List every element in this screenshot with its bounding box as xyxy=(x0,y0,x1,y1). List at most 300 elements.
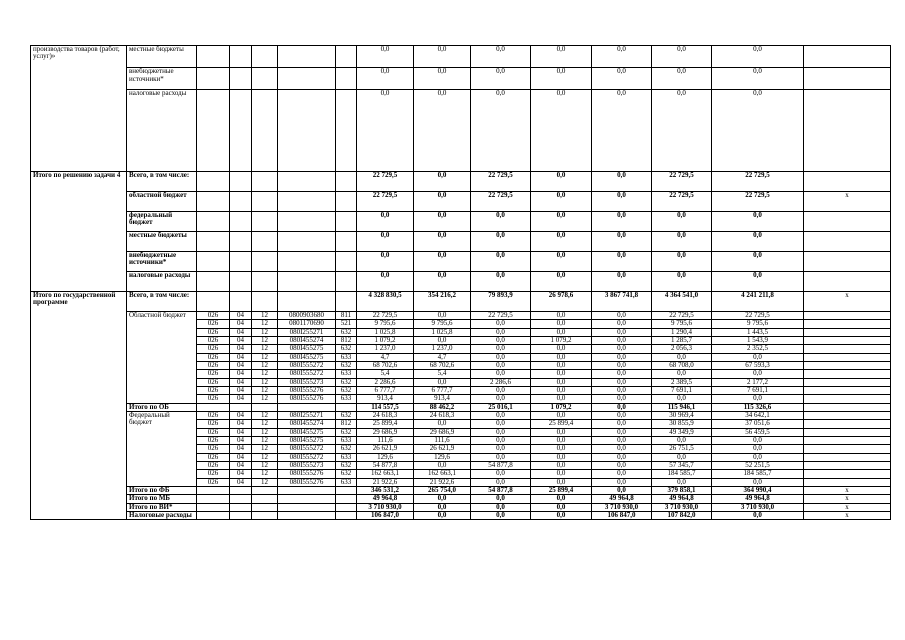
budget-code-cell xyxy=(230,495,252,503)
amount-cell: 79 893,9 xyxy=(471,291,531,311)
budget-code-cell xyxy=(252,291,278,311)
budget-code-cell xyxy=(197,291,230,311)
amount-cell: 4 241 211,8 xyxy=(712,291,804,311)
amount-cell: 0,0 xyxy=(712,251,804,271)
amount-cell: 0,0 xyxy=(531,311,592,319)
amount-cell: 0,0 xyxy=(471,345,531,353)
budget-code-cell: 080I455275 xyxy=(278,428,336,436)
amount-cell: 0,0 xyxy=(592,89,652,171)
amount-cell: 29 686,9 xyxy=(357,428,414,436)
x-cell xyxy=(804,411,891,419)
budget-code-cell: 080I555272 xyxy=(278,445,336,453)
amount-cell: 0,0 xyxy=(592,378,652,386)
amount-cell: 26 751,5 xyxy=(652,445,712,453)
budget-code-cell xyxy=(336,487,357,495)
x-cell xyxy=(804,470,891,478)
x-cell xyxy=(804,345,891,353)
amount-cell: 0,0 xyxy=(712,271,804,291)
amount-cell: 0,0 xyxy=(357,251,414,271)
budget-code-cell xyxy=(278,495,336,503)
amount-cell: 129,6 xyxy=(357,453,414,461)
amount-cell: 21 922,6 xyxy=(357,478,414,486)
budget-code-cell xyxy=(336,403,357,411)
amount-cell: 0,0 xyxy=(471,411,531,419)
budget-code-cell xyxy=(252,89,278,171)
budget-code-cell xyxy=(197,271,230,291)
budget-code-cell xyxy=(230,403,252,411)
amount-cell: 364 990,4 xyxy=(712,487,804,495)
program-finance-table xyxy=(30,45,891,520)
funding-source-cell: Областной бюджет xyxy=(127,311,197,403)
budget-code-cell: 12 xyxy=(252,353,278,361)
budget-code-cell: 080I555276 xyxy=(278,470,336,478)
amount-cell: 3 710 930,0 xyxy=(712,503,804,511)
x-cell xyxy=(804,437,891,445)
amount-cell: 25 899,4 xyxy=(531,487,592,495)
budget-code-cell: 12 xyxy=(252,462,278,470)
budget-code-cell: 04 xyxy=(230,378,252,386)
amount-cell: 0,0 xyxy=(712,437,804,445)
x-cell xyxy=(804,328,891,336)
budget-code-cell xyxy=(197,89,230,171)
amount-cell: 0,0 xyxy=(712,370,804,378)
amount-cell: 1 443,5 xyxy=(712,328,804,336)
amount-cell: 0,0 xyxy=(471,512,531,520)
budget-code-cell xyxy=(252,211,278,231)
x-cell xyxy=(804,336,891,344)
amount-cell: 0,0 xyxy=(592,420,652,428)
x-cell xyxy=(804,311,891,319)
amount-cell: 37 051,6 xyxy=(712,420,804,428)
amount-cell: 0,0 xyxy=(652,370,712,378)
amount-cell: 1 079,2 xyxy=(531,403,592,411)
amount-cell: 52 251,5 xyxy=(712,462,804,470)
budget-code-cell: 12 xyxy=(252,311,278,319)
budget-code-cell: 04 xyxy=(230,345,252,353)
budget-code-cell: 026 xyxy=(197,437,230,445)
amount-cell: 24 618,3 xyxy=(357,411,414,419)
budget-code-cell xyxy=(230,291,252,311)
budget-code-cell: 12 xyxy=(252,453,278,461)
amount-cell: 2 177,2 xyxy=(712,378,804,386)
budget-code-cell: 0801170690 xyxy=(278,320,336,328)
amount-cell: 34 642,1 xyxy=(712,411,804,419)
budget-code-cell: 632 xyxy=(336,428,357,436)
budget-code-cell: 080I455274 xyxy=(278,336,336,344)
budget-code-cell: 080I555276 xyxy=(278,395,336,403)
amount-cell: 0,0 xyxy=(414,171,471,191)
amount-cell: 0,0 xyxy=(531,512,592,520)
amount-cell: 0,0 xyxy=(592,336,652,344)
budget-code-cell xyxy=(336,251,357,271)
x-cell xyxy=(804,462,891,470)
budget-code-cell xyxy=(252,503,278,511)
budget-code-cell: 080I255271 xyxy=(278,328,336,336)
amount-cell: 26 621,9 xyxy=(357,445,414,453)
amount-cell: 0,0 xyxy=(471,89,531,171)
funding-source-cell: внебюджетные источники* xyxy=(127,68,197,89)
amount-cell: 0,0 xyxy=(652,231,712,251)
amount-cell: 0,0 xyxy=(531,453,592,461)
amount-cell: 25 016,1 xyxy=(471,403,531,411)
amount-cell: 54 877,8 xyxy=(471,487,531,495)
amount-cell: 913,4 xyxy=(414,395,471,403)
amount-cell: 0,0 xyxy=(414,462,471,470)
amount-cell: 1 025,8 xyxy=(357,328,414,336)
amount-cell: 0,0 xyxy=(592,487,652,495)
budget-code-cell xyxy=(278,211,336,231)
x-cell: x xyxy=(804,191,891,211)
budget-code-cell xyxy=(336,503,357,511)
budget-code-cell: 026 xyxy=(197,420,230,428)
budget-code-cell: 080I555272 xyxy=(278,453,336,461)
amount-cell: 0,0 xyxy=(471,211,531,231)
amount-cell: 0,0 xyxy=(471,68,531,89)
amount-cell: 0,0 xyxy=(471,386,531,394)
budget-code-cell: 812 xyxy=(336,420,357,428)
budget-code-cell: 12 xyxy=(252,345,278,353)
amount-cell: 22 729,5 xyxy=(652,171,712,191)
budget-code-cell: 12 xyxy=(252,470,278,478)
amount-cell: 0,0 xyxy=(531,411,592,419)
budget-code-cell xyxy=(197,487,230,495)
amount-cell: 4,7 xyxy=(357,353,414,361)
amount-cell: 111,6 xyxy=(414,437,471,445)
amount-cell: 4 364 541,0 xyxy=(652,291,712,311)
amount-cell: 0,0 xyxy=(414,89,471,171)
budget-code-cell: 026 xyxy=(197,453,230,461)
table-row xyxy=(31,231,891,251)
table-row xyxy=(31,191,891,211)
budget-code-cell: 12 xyxy=(252,370,278,378)
amount-cell: 21 922,6 xyxy=(414,478,471,486)
amount-cell: 129,6 xyxy=(414,453,471,461)
amount-cell: 0,0 xyxy=(712,46,804,68)
amount-cell: 0,0 xyxy=(592,231,652,251)
amount-cell: 22 729,5 xyxy=(652,191,712,211)
budget-code-cell: 04 xyxy=(230,420,252,428)
amount-cell: 0,0 xyxy=(531,251,592,271)
x-cell xyxy=(804,395,891,403)
amount-cell: 0,0 xyxy=(712,512,804,520)
amount-cell: 346 531,2 xyxy=(357,487,414,495)
amount-cell: 1 079,2 xyxy=(531,336,592,344)
amount-cell: 1 285,7 xyxy=(652,336,712,344)
amount-cell: 67 593,3 xyxy=(712,361,804,369)
x-cell: x xyxy=(804,503,891,511)
budget-code-cell xyxy=(230,46,252,68)
amount-cell: 54 877,8 xyxy=(471,462,531,470)
budget-code-cell: 080I555276 xyxy=(278,478,336,486)
budget-code-cell: 026 xyxy=(197,395,230,403)
x-cell xyxy=(804,271,891,291)
budget-code-cell: 080I455275 xyxy=(278,345,336,353)
budget-code-cell: 12 xyxy=(252,361,278,369)
amount-cell: 0,0 xyxy=(531,89,592,171)
amount-cell: 0,0 xyxy=(531,271,592,291)
budget-code-cell: 04 xyxy=(230,428,252,436)
budget-code-cell xyxy=(252,68,278,89)
amount-cell: 0,0 xyxy=(592,345,652,353)
budget-code-cell: 026 xyxy=(197,445,230,453)
amount-cell: 25 899,4 xyxy=(531,420,592,428)
amount-cell: 88 462,2 xyxy=(414,403,471,411)
budget-code-cell xyxy=(230,68,252,89)
x-cell: x xyxy=(804,291,891,311)
budget-code-cell: 12 xyxy=(252,478,278,486)
amount-cell: 0,0 xyxy=(414,271,471,291)
amount-cell: 3 710 930,0 xyxy=(652,503,712,511)
budget-code-cell: 04 xyxy=(230,437,252,445)
funding-source-cell: областной бюджет xyxy=(127,191,197,211)
amount-cell: 0,0 xyxy=(592,395,652,403)
budget-code-cell: 632 xyxy=(336,345,357,353)
amount-cell: 2 286,6 xyxy=(471,378,531,386)
budget-code-cell: 632 xyxy=(336,462,357,470)
amount-cell: 913,4 xyxy=(357,395,414,403)
amount-cell: 0,0 xyxy=(652,437,712,445)
budget-code-cell xyxy=(336,171,357,191)
amount-cell: 379 858,1 xyxy=(652,487,712,495)
table-row xyxy=(31,503,891,511)
amount-cell: 57 345,7 xyxy=(652,462,712,470)
amount-cell: 0,0 xyxy=(712,445,804,453)
budget-code-cell: 633 xyxy=(336,453,357,461)
table-row xyxy=(31,68,891,89)
budget-code-cell xyxy=(197,495,230,503)
budget-code-cell xyxy=(278,403,336,411)
budget-code-cell: 04 xyxy=(230,361,252,369)
amount-cell: 0,0 xyxy=(531,378,592,386)
budget-code-cell: 12 xyxy=(252,395,278,403)
table-row xyxy=(31,211,891,231)
budget-code-cell xyxy=(278,512,336,520)
budget-code-cell: 521 xyxy=(336,320,357,328)
budget-code-cell xyxy=(230,503,252,511)
budget-code-cell xyxy=(197,46,230,68)
funding-source-cell: налоговые расходы xyxy=(127,271,197,291)
program-name-cell: Итого по государственной программе xyxy=(31,291,127,520)
table-row xyxy=(31,311,891,319)
budget-code-cell: 12 xyxy=(252,420,278,428)
amount-cell: 1 543,9 xyxy=(712,336,804,344)
amount-cell: 49 964,8 xyxy=(357,495,414,503)
budget-code-cell: 632 xyxy=(336,378,357,386)
amount-cell: 22 729,5 xyxy=(357,311,414,319)
budget-code-cell: 04 xyxy=(230,386,252,394)
budget-code-cell: 080I255271 xyxy=(278,411,336,419)
budget-code-cell xyxy=(278,46,336,68)
budget-code-cell: 026 xyxy=(197,470,230,478)
budget-code-cell xyxy=(197,171,230,191)
funding-source-cell: Всего, в том числе: xyxy=(127,291,197,311)
budget-code-cell xyxy=(278,251,336,271)
amount-cell: 0,0 xyxy=(592,171,652,191)
budget-code-cell: 080I555272 xyxy=(278,370,336,378)
budget-code-cell: 811 xyxy=(336,311,357,319)
budget-code-cell xyxy=(336,495,357,503)
budget-code-cell: 12 xyxy=(252,320,278,328)
budget-code-cell: 080I455275 xyxy=(278,437,336,445)
budget-code-cell xyxy=(278,89,336,171)
amount-cell: 0,0 xyxy=(531,361,592,369)
budget-code-cell xyxy=(197,403,230,411)
amount-cell: 0,0 xyxy=(531,370,592,378)
amount-cell: 0,0 xyxy=(592,478,652,486)
amount-cell: 22 729,5 xyxy=(357,191,414,211)
amount-cell: 0,0 xyxy=(712,453,804,461)
amount-cell: 68 702,6 xyxy=(357,361,414,369)
amount-cell: 0,0 xyxy=(471,353,531,361)
amount-cell: 0,0 xyxy=(592,386,652,394)
budget-code-cell xyxy=(278,503,336,511)
amount-cell: 7 691,1 xyxy=(652,386,712,394)
budget-code-cell: 080I555276 xyxy=(278,386,336,394)
amount-cell: 54 877,8 xyxy=(357,462,414,470)
amount-cell: 0,0 xyxy=(531,46,592,68)
amount-cell: 0,0 xyxy=(592,453,652,461)
amount-cell: 30 855,9 xyxy=(652,420,712,428)
amount-cell: 7 691,1 xyxy=(712,386,804,394)
budget-code-cell: 0800903680 xyxy=(278,311,336,319)
amount-cell: 0,0 xyxy=(414,191,471,211)
budget-code-cell xyxy=(278,291,336,311)
budget-code-cell: 04 xyxy=(230,411,252,419)
budget-code-cell: 04 xyxy=(230,336,252,344)
amount-cell: 0,0 xyxy=(712,353,804,361)
x-cell: x xyxy=(804,495,891,503)
amount-cell: 0,0 xyxy=(592,462,652,470)
table-body xyxy=(31,46,891,520)
budget-code-cell xyxy=(230,251,252,271)
budget-code-cell: 12 xyxy=(252,328,278,336)
amount-cell: 0,0 xyxy=(592,328,652,336)
x-cell xyxy=(804,251,891,271)
x-cell: x xyxy=(804,512,891,520)
budget-code-cell xyxy=(197,191,230,211)
amount-cell: 0,0 xyxy=(531,428,592,436)
budget-code-cell xyxy=(230,191,252,211)
budget-code-cell xyxy=(230,487,252,495)
amount-cell: 0,0 xyxy=(471,361,531,369)
budget-code-cell: 632 xyxy=(336,445,357,453)
amount-cell: 22 729,5 xyxy=(471,191,531,211)
amount-cell: 0,0 xyxy=(531,386,592,394)
amount-cell: 0,0 xyxy=(357,46,414,68)
amount-cell: 0,0 xyxy=(357,68,414,89)
funding-source-cell: местные бюджеты xyxy=(127,231,197,251)
amount-cell: 0,0 xyxy=(531,171,592,191)
amount-cell: 0,0 xyxy=(471,320,531,328)
amount-cell: 2 286,6 xyxy=(357,378,414,386)
budget-code-cell: 026 xyxy=(197,320,230,328)
amount-cell: 1 237,0 xyxy=(414,345,471,353)
budget-code-cell: 026 xyxy=(197,428,230,436)
amount-cell: 0,0 xyxy=(531,68,592,89)
amount-cell: 24 618,3 xyxy=(414,411,471,419)
budget-code-cell: 12 xyxy=(252,411,278,419)
amount-cell: 22 729,5 xyxy=(712,171,804,191)
amount-cell: 0,0 xyxy=(357,211,414,231)
amount-cell: 106 847,0 xyxy=(357,512,414,520)
amount-cell: 0,0 xyxy=(712,211,804,231)
table-row xyxy=(31,495,891,503)
amount-cell: 0,0 xyxy=(592,470,652,478)
amount-cell: 0,0 xyxy=(652,478,712,486)
amount-cell: 184 585,7 xyxy=(712,470,804,478)
budget-code-cell: 026 xyxy=(197,478,230,486)
table-row xyxy=(31,171,891,191)
amount-cell: 56 459,5 xyxy=(712,428,804,436)
budget-code-cell xyxy=(336,291,357,311)
task-name-cell: Итого по решению задачи 4 xyxy=(31,171,127,291)
budget-code-cell: 04 xyxy=(230,320,252,328)
budget-code-cell xyxy=(197,503,230,511)
amount-cell: 0,0 xyxy=(592,411,652,419)
amount-cell: 49 964,8 xyxy=(712,495,804,503)
amount-cell: 1 290,4 xyxy=(652,328,712,336)
amount-cell: 0,0 xyxy=(414,503,471,511)
budget-code-cell: 026 xyxy=(197,386,230,394)
budget-code-cell: 812 xyxy=(336,336,357,344)
amount-cell: 0,0 xyxy=(414,378,471,386)
table-row xyxy=(31,251,891,271)
amount-cell: 22 729,5 xyxy=(471,311,531,319)
amount-cell: 26 978,6 xyxy=(531,291,592,311)
budget-code-cell: 080I555272 xyxy=(278,361,336,369)
amount-cell: 4,7 xyxy=(414,353,471,361)
amount-cell: 2 389,5 xyxy=(652,378,712,386)
amount-cell: 0,0 xyxy=(712,231,804,251)
amount-cell: 1 079,2 xyxy=(357,336,414,344)
budget-code-cell xyxy=(278,271,336,291)
budget-code-cell: 633 xyxy=(336,395,357,403)
amount-cell: 22 729,5 xyxy=(712,191,804,211)
amount-cell: 0,0 xyxy=(414,231,471,251)
amount-cell: 0,0 xyxy=(471,231,531,251)
amount-cell: 9 795,6 xyxy=(357,320,414,328)
program-finance-table-page xyxy=(30,45,890,520)
amount-cell: 0,0 xyxy=(531,353,592,361)
funding-source-cell: федеральный бюджет xyxy=(127,211,197,231)
amount-cell: 0,0 xyxy=(471,428,531,436)
amount-cell: 0,0 xyxy=(531,211,592,231)
budget-code-cell xyxy=(336,271,357,291)
amount-cell: 0,0 xyxy=(592,271,652,291)
amount-cell: 0,0 xyxy=(531,328,592,336)
amount-cell: 0,0 xyxy=(414,68,471,89)
x-cell xyxy=(804,46,891,68)
budget-code-cell: 04 xyxy=(230,370,252,378)
amount-cell: 0,0 xyxy=(471,445,531,453)
amount-cell: 0,0 xyxy=(471,328,531,336)
amount-cell: 0,0 xyxy=(592,370,652,378)
budget-code-cell xyxy=(252,191,278,211)
budget-code-cell xyxy=(336,512,357,520)
amount-cell: 0,0 xyxy=(652,211,712,231)
amount-cell: 0,0 xyxy=(652,68,712,89)
amount-cell: 0,0 xyxy=(471,495,531,503)
budget-code-cell xyxy=(278,68,336,89)
x-cell xyxy=(804,453,891,461)
budget-code-cell xyxy=(230,512,252,520)
subtotal-label-cell: Итого по МБ xyxy=(127,495,197,503)
subtotal-label-cell: Итого по ФБ xyxy=(127,487,197,495)
amount-cell: 0,0 xyxy=(652,271,712,291)
budget-code-cell: 080I555273 xyxy=(278,462,336,470)
amount-cell: 0,0 xyxy=(592,353,652,361)
budget-code-cell xyxy=(336,211,357,231)
